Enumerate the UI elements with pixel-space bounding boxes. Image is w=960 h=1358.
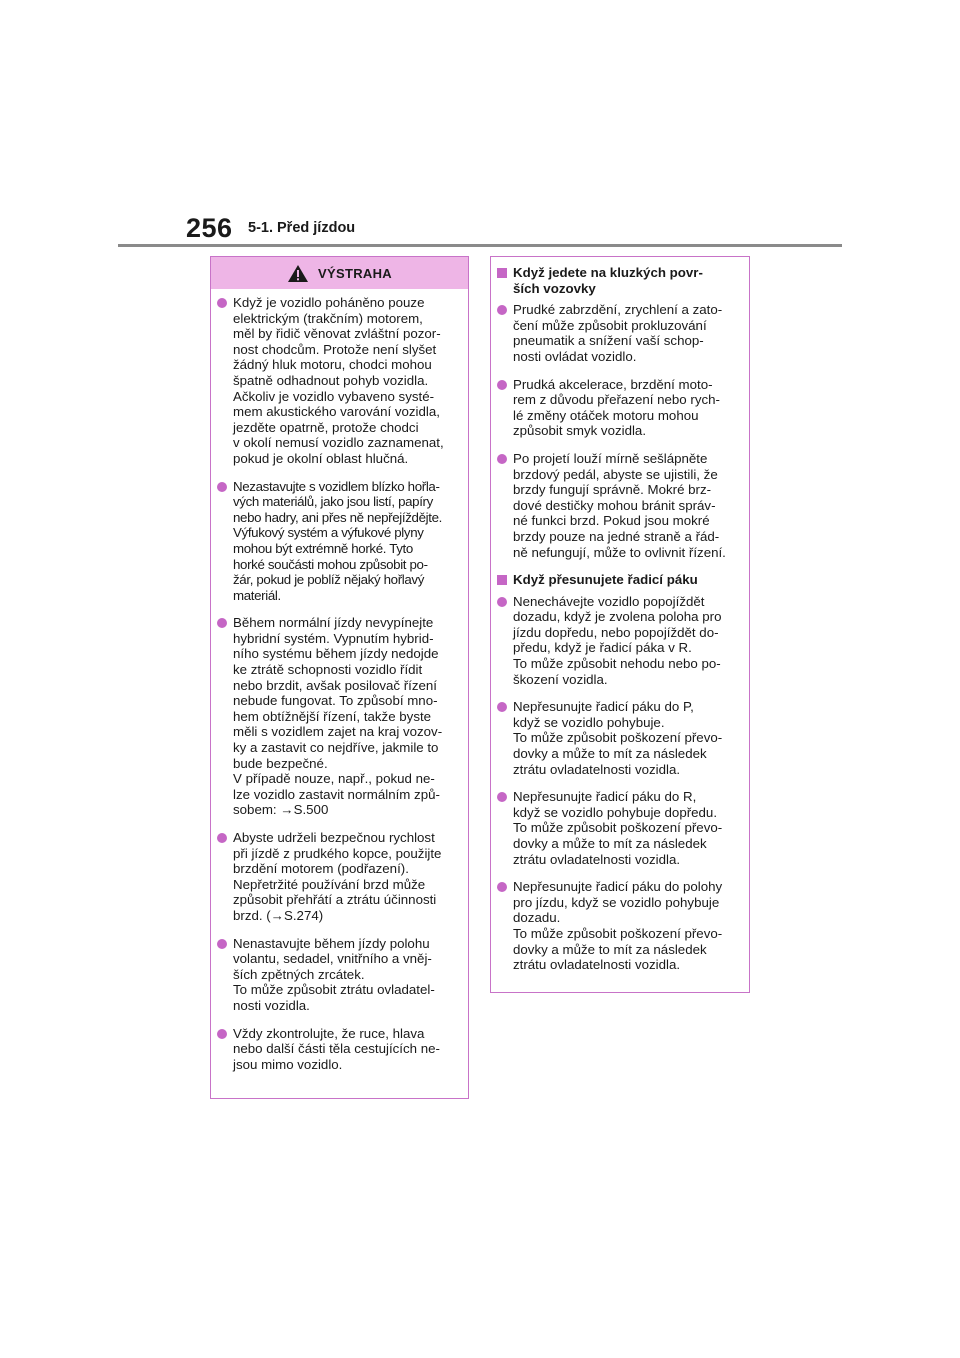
square-bullet-icon bbox=[497, 575, 507, 585]
warning-content bbox=[211, 289, 468, 1072]
bullet-icon bbox=[497, 454, 507, 464]
warning-item bbox=[217, 479, 458, 604]
warning-item-text: Nezastavujte s vozidlem blízko hořla- vých materiálů, jako jsou listí, papíry nebo hadry, ani přes ně nepřejíždějte. Výfukový systém a výfukové plyny mohou být extrémně horké. Tyto horké součásti mohou způsobit po- žár, pokud je poblíž nějaký hořlavý materiál. bbox=[233, 478, 442, 603]
list-item-text: Prudká akcelerace, brzdění moto- rem z důvodu přeřazení nebo rych- lé změny otáček motoru mohou způsobit smyk vozidla. bbox=[513, 376, 720, 439]
list-item bbox=[497, 879, 739, 973]
section-heading bbox=[497, 572, 739, 588]
bullet-icon bbox=[497, 305, 507, 315]
list-item bbox=[497, 594, 739, 688]
bullet-icon bbox=[497, 792, 507, 802]
section-heading-text: Když jedete na kluzkých povr- ších vozovky bbox=[513, 265, 703, 296]
bullet-icon bbox=[217, 482, 227, 492]
warning-item-text: Když je vozidlo poháněno pouze elektrickým (trakčním) motorem, měl by řidič věnovat zvláštní pozor- nost chodcům. Protože není slyšet žádný hluk motoru, chodci mohou špatně odhadnout pohyb vozidla. Ačkoliv je vozidlo vybaveno systé- mem akustického varování vozidla, jezděte opatrně, protože chodci v okolí nemusí vozidlo zaznamenat, pokud je okolní oblast hlučná. bbox=[233, 295, 444, 466]
continued-content bbox=[491, 257, 749, 973]
warning-item bbox=[217, 295, 458, 467]
header-divider bbox=[118, 244, 842, 247]
list-item bbox=[497, 377, 739, 439]
list-item-text: Po projetí louží mírně sešlápněte brzdový pedál, abyste se ujistili, že brzdy fungují správně. Mokré brz- dové destičky mohou bránit správ- né funkci brzd. Pokud jsou mokré brzdy pouze na jedné straně a řád- ně nefungují, může to ovlivnit řízení. bbox=[513, 450, 726, 560]
warning-triangle-icon bbox=[287, 264, 309, 283]
bullet-icon bbox=[497, 380, 507, 390]
list-item bbox=[497, 699, 739, 777]
bullet-icon bbox=[217, 833, 227, 843]
bullet-icon bbox=[217, 1029, 227, 1039]
list-item-text: Nepřesunujte řadicí páku do polohy pro jízdu, když se vozidlo pohybuje dozadu. To může způsobit poškození převo- dovky a může to mít za následek ztrátu ovladatelnosti vozidla. bbox=[513, 879, 723, 973]
list-item-text: Prudké zabrzdění, zrychlení a zato- čení může způsobit prokluzování pneumatik a snížení vaší schop- nosti ovládat vozidlo. bbox=[513, 302, 723, 364]
warning-item bbox=[217, 1026, 458, 1073]
section-heading-text: Když přesunujete řadicí páku bbox=[513, 572, 698, 588]
warning-title: VÝSTRAHA bbox=[318, 265, 392, 281]
square-bullet-icon bbox=[497, 268, 507, 278]
warning-item-text: Nenastavujte během jízdy polohu volantu, sedadel, vnitřního a vněj- ších zpětných zrcátek. To může způsobit ztrátu ovladatel- nosti vozidla. bbox=[233, 935, 435, 1013]
continued-warning-box bbox=[490, 256, 750, 993]
list-item bbox=[497, 789, 739, 867]
bullet-icon bbox=[217, 298, 227, 308]
list-item bbox=[497, 302, 739, 364]
page-number: 256 bbox=[186, 213, 233, 243]
list-item-text: Nenechávejte vozidlo popojíždět dozadu, když je zvolena poloha pro jízdu dopředu, nebo popojíždět do- předu, když je řadicí páka v R. To může způsobit nehodu nebo po- škození vozidla. bbox=[513, 593, 722, 687]
warning-item bbox=[217, 615, 458, 818]
warning-item-text: Abyste udrželi bezpečnou rychlost při jízdě z prudkého kopce, použijte brzdění motorem (podřazení). Nepřetržité používání brzd může způsobit přehřátí a ztrátu účinnosti brzd. (→S.274) bbox=[233, 830, 442, 923]
bullet-icon bbox=[217, 939, 227, 949]
list-item-text: Nepřesunujte řadicí páku do R, když se vozidlo pohybuje dopředu. To může způsobit poškození převo- dovky a může to mít za následek ztrátu ovladatelnosti vozidla. bbox=[513, 789, 723, 867]
bullet-icon bbox=[497, 702, 507, 712]
warning-item-text: Během normální jízdy nevypínejte hybridní systém. Vypnutím hybrid- ního systému během jízdy nedojde ke ztrátě schopnosti vozidlo řídit nebo brzdit, avšak posilovač řízení nebude fungovat. To způsobí mno- hem obtížnější řízení, takže byste měli s vozidlem zajet na kraj vozov- ky a zastavit co nejdříve, jakmile to bude bezpečné. V případě nouze, např., pokud ne- lze vozidlo zastavit normálním způ- sobem: →S.500 bbox=[233, 615, 443, 818]
bullet-icon bbox=[497, 882, 507, 892]
list-item bbox=[497, 451, 739, 560]
warning-item-text: Vždy zkontrolujte, že ruce, hlava nebo další části těla cestujících ne- jsou mimo vozidlo. bbox=[233, 1025, 440, 1072]
section-title: 5-1. Před jízdou bbox=[248, 220, 356, 236]
list-item-text: Nepřesunujte řadicí páku do P, když se vozidlo pohybuje. To může způsobit poškození převo- dovky a může to mít za následek ztrátu ovladatelnosti vozidla. bbox=[513, 699, 723, 777]
warning-box bbox=[210, 256, 469, 1099]
warning-item bbox=[217, 936, 458, 1014]
warning-header bbox=[211, 257, 468, 289]
warning-item bbox=[217, 830, 458, 924]
bullet-icon bbox=[497, 597, 507, 607]
section-heading bbox=[497, 265, 739, 296]
bullet-icon bbox=[217, 618, 227, 628]
